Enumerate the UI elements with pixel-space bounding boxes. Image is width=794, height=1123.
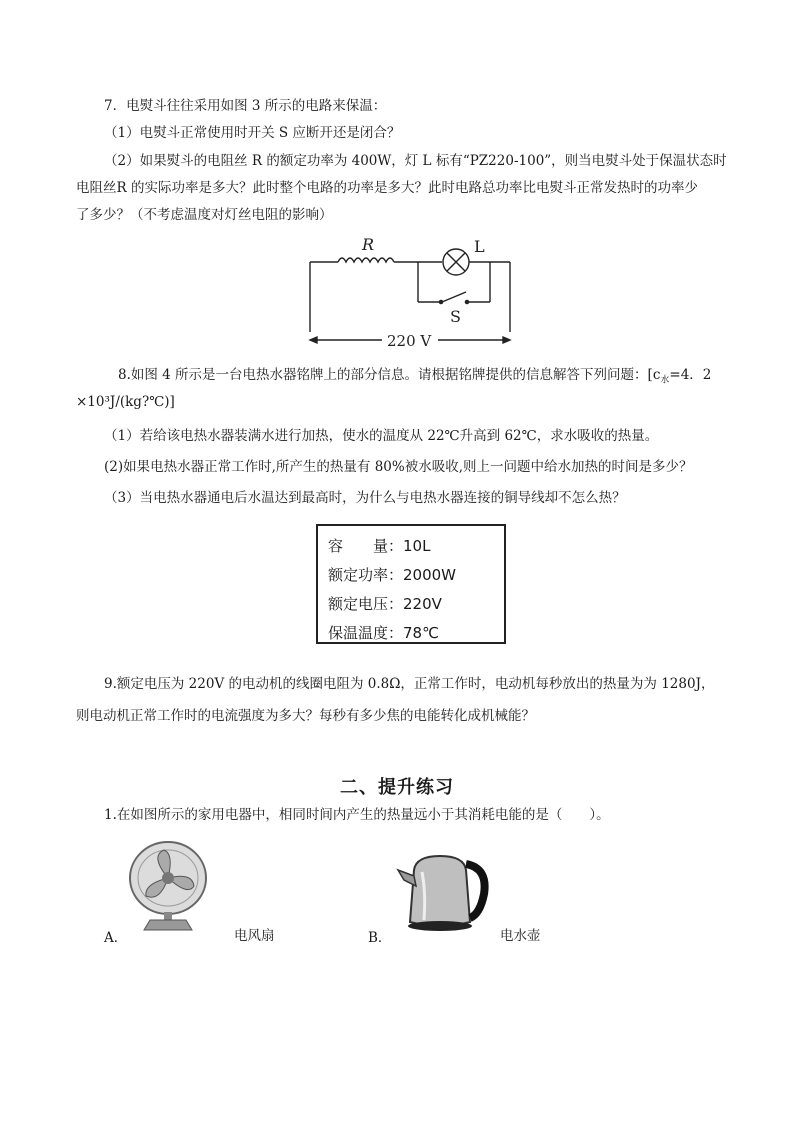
q7-sub1: （1）电熨斗正常使用时开关 S 应断开还是闭合？ [104, 125, 401, 141]
q9-line2: 则电动机正常工作时的电流强度为多大？每秒有多少焦的电能转化成机械能？ [76, 708, 535, 724]
resistor-coil [338, 258, 394, 262]
nameplate-voltage: 额定电压：220V [328, 595, 442, 613]
heater-nameplate [316, 524, 506, 644]
q7-sub2-line1: （2）如果熨斗的电阻丝 R 的额定功率为 400W，灯 L 标有“PZ220-100”，则当电熨斗处于保温状态时 [104, 153, 727, 169]
nameplate-temperature: 保温温度：78℃ [328, 624, 439, 642]
q8-title-line1 [118, 366, 711, 390]
option-b-letter: B． [368, 930, 392, 946]
electric-fan-image [128, 838, 208, 934]
electric-kettle-image [394, 850, 490, 934]
q8-subscript: 水 [660, 375, 670, 386]
option-a-label: 电风扇 [234, 928, 275, 944]
nameplate-capacity: 容 量：10L [328, 537, 431, 555]
circuit-diagram [300, 232, 520, 354]
q7-sub2-line2: 电阻丝R 的实际功率是多大？此时整个电路的功率是多大？此时电路总功率比电熨斗正常发热时的功率少 [76, 180, 698, 196]
label-voltage: 220 V [387, 332, 432, 350]
q8-title-text: 8.如图 4 所示是一台电热水器铭牌上的部分信息。请根据铭牌提供的信息解答下列问题：[c [118, 367, 661, 383]
q8-sub1: （1）若给该电热水器装满水进行加热，使水的温度从 22℃升高到 62℃，求水吸收的热量。 [104, 428, 659, 444]
q8-title-line2: ×10³J/(kg?℃)] [76, 394, 175, 410]
option-a-letter: A． [104, 930, 128, 946]
q8-sub2: (2)如果电热水器正常工作时,所产生的热量有 80%被水吸收,则上一问题中给水加热的时间是多少？ [104, 459, 693, 475]
option-b-label: 电水壶 [500, 928, 541, 944]
q8-title-end: =4．2 [669, 367, 712, 383]
label-L: L [474, 237, 485, 256]
q9-line1: 9.额定电压为 220V 的电动机的线圈电阻为 0.8Ω，正常工作时，电动机每秒放出的热量为为 1280J， [104, 676, 715, 692]
label-S: S [450, 307, 461, 326]
switch-blade [442, 292, 466, 302]
q7-sub2-line3: 了多少？（不考虑温度对灯丝电阻的影响） [76, 207, 333, 223]
label-R: R [362, 235, 375, 254]
section-heading: 二、提升练习 [340, 777, 454, 798]
q8-sub3: （3）当电热水器通电后水温达到最高时，为什么与电热水器连接的铜导线却不怎么热？ [104, 490, 626, 506]
nameplate-power: 额定功率：2000W [328, 566, 457, 584]
q7-title: 7．电熨斗往往采用如图 3 所示的电路来保温： [104, 98, 387, 114]
s2-q1: 1.在如图所示的家用电器中，相同时间内产生的热量远小于其消耗电能的是（ ）。 [104, 807, 610, 823]
